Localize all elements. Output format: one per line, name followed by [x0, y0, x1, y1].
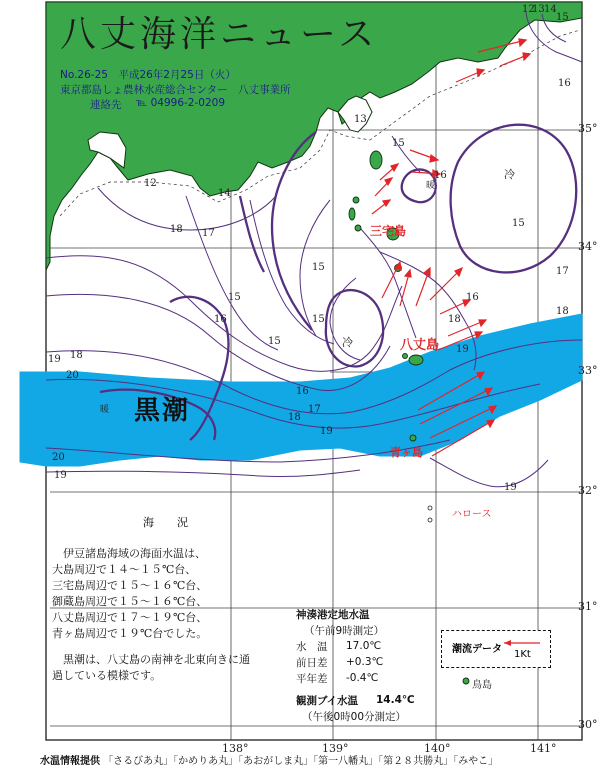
current-legend-arrow: [502, 637, 542, 649]
lat-35: 35°: [578, 122, 598, 135]
kouzu-row: [296, 654, 415, 670]
svg-text:15: 15: [312, 262, 325, 273]
buoy-note: （午後0時00分測定）: [302, 710, 407, 723]
svg-text:19: 19: [54, 470, 67, 481]
lat-34: 34°: [578, 240, 598, 253]
niijima-island: [349, 208, 355, 220]
kouzu-title: 神湊港定地水温: [296, 608, 370, 621]
lon-141: 141°: [530, 742, 557, 755]
lon-139: 139°: [322, 742, 349, 755]
kozushima-island: [355, 225, 361, 231]
svg-text:15: 15: [228, 292, 241, 303]
sea-line: 御蔵島周辺で１５～１６℃台、: [52, 595, 208, 608]
svg-text:15: 15: [556, 12, 569, 23]
kouzu-row-label: 前日差: [296, 656, 328, 669]
kouzu-row-value: -0.4℃: [346, 672, 379, 684]
svg-text:16: 16: [434, 170, 447, 181]
toshima-island: [353, 197, 359, 203]
svg-text:13: 13: [532, 4, 545, 15]
org-line: 東京都島しょ農林水産総合センター 八丈事業所: [60, 84, 291, 96]
svg-text:15: 15: [312, 314, 325, 325]
island-label-hachijo: 八丈島: [400, 338, 440, 353]
kouzu-water-temp: [296, 606, 415, 724]
kouzu-row-value: +0.3℃: [346, 656, 384, 668]
svg-text:18: 18: [170, 224, 183, 235]
svg-text:18: 18: [556, 306, 569, 317]
aogashima-island: [410, 435, 416, 441]
svg-text:18: 18: [288, 412, 301, 423]
svg-text:14: 14: [218, 188, 231, 199]
lat-31: 31°: [578, 600, 598, 613]
svg-text:16: 16: [466, 292, 479, 303]
lon-140: 140°: [424, 742, 451, 755]
kuroshio-label: 黒潮: [134, 396, 191, 426]
kouzu-row: [296, 638, 415, 654]
warm-label-west: 暖: [100, 405, 110, 415]
svg-text:12: 12: [144, 178, 157, 189]
sea-line: 八丈島周辺で１７～１９℃台、: [52, 611, 208, 624]
kouzu-row-label: 水 温: [296, 640, 328, 653]
contact-label: 連絡先: [90, 99, 122, 111]
sea-conditions-title: 海 況: [143, 516, 194, 529]
sea-line: 大島周辺で１４～１５℃台、: [52, 563, 197, 576]
island-label-miyake: 三宅島: [370, 224, 407, 238]
lat-33: 33°: [578, 364, 598, 377]
sea-line: 伊豆諸島海域の海面水温は、: [52, 547, 206, 560]
oshima-island: [370, 151, 382, 169]
svg-text:15: 15: [268, 336, 281, 347]
hachijo-island: [409, 355, 423, 365]
svg-text:17: 17: [308, 404, 321, 415]
svg-text:15: 15: [512, 218, 525, 229]
lat-30: 30°: [578, 718, 598, 731]
contact-tel: ℡ 04996-2-0209: [136, 97, 225, 109]
cold-label-center: 冷: [342, 336, 353, 349]
svg-text:15: 15: [392, 138, 405, 149]
sea-line: 三宅島周辺で１５～１６℃台、: [52, 579, 208, 592]
newsletter-title: 八丈海洋ニュース: [60, 14, 379, 55]
buoy-value: 14.4℃: [376, 694, 415, 706]
current-legend-scale: 1Kt: [514, 649, 531, 660]
svg-text:19: 19: [48, 354, 61, 365]
svg-text:17: 17: [202, 228, 215, 239]
svg-text:14: 14: [544, 4, 557, 15]
current-legend: [441, 630, 551, 668]
kouzu-row-label: 平年差: [296, 672, 328, 685]
buoy-row: [296, 692, 415, 708]
island-label-torishima: 鳥島: [472, 680, 492, 691]
hachijo-kojima-island: [403, 354, 408, 359]
sea-line: 過している模様です。: [52, 669, 162, 682]
kouzu-subtitle: （午前9時測定）: [304, 624, 385, 637]
svg-text:13: 13: [354, 114, 367, 125]
svg-text:16: 16: [296, 386, 309, 397]
svg-text:18: 18: [70, 350, 83, 361]
current-legend-title: 潮流データ: [452, 644, 502, 655]
halos-label: ハロース: [452, 509, 492, 520]
kouzu-row-value: 17.0℃: [346, 640, 382, 652]
providers-list: 「さるびあ丸」「かめりあ丸」「あおがしま丸」「第一八幡丸」「第２８共勝丸」「みやこ」: [103, 756, 499, 767]
buoy-label: 観測ブイ水温: [296, 694, 359, 707]
svg-text:18: 18: [448, 314, 461, 325]
issue-line: No.26-25 平成26年2月25日（火）: [60, 69, 236, 81]
svg-text:19: 19: [504, 482, 517, 493]
torishima-island: [463, 678, 469, 684]
svg-text:16: 16: [558, 78, 571, 89]
svg-text:20: 20: [52, 452, 65, 463]
svg-text:12: 12: [522, 4, 535, 15]
lon-138: 138°: [222, 742, 249, 755]
cold-label-east: 冷: [504, 168, 515, 181]
island-label-aogashima: 青ヶ島: [390, 446, 423, 459]
data-providers: [40, 752, 498, 767]
svg-text:16: 16: [214, 314, 227, 325]
sea-conditions-text: [52, 546, 292, 684]
kouzu-row: [296, 670, 415, 686]
warm-label-north: 暖: [426, 181, 436, 191]
svg-text:20: 20: [66, 370, 79, 381]
svg-text:19: 19: [456, 344, 469, 355]
sea-line: 青ヶ島周辺で１９℃台でした。: [52, 627, 208, 640]
svg-text:19: 19: [320, 426, 333, 437]
sea-line: 黒潮は、八丈島の南神を北東向きに通: [52, 653, 250, 666]
providers-label: 水温情報提供: [40, 756, 100, 767]
svg-text:17: 17: [556, 266, 569, 277]
lat-32: 32°: [578, 484, 598, 497]
